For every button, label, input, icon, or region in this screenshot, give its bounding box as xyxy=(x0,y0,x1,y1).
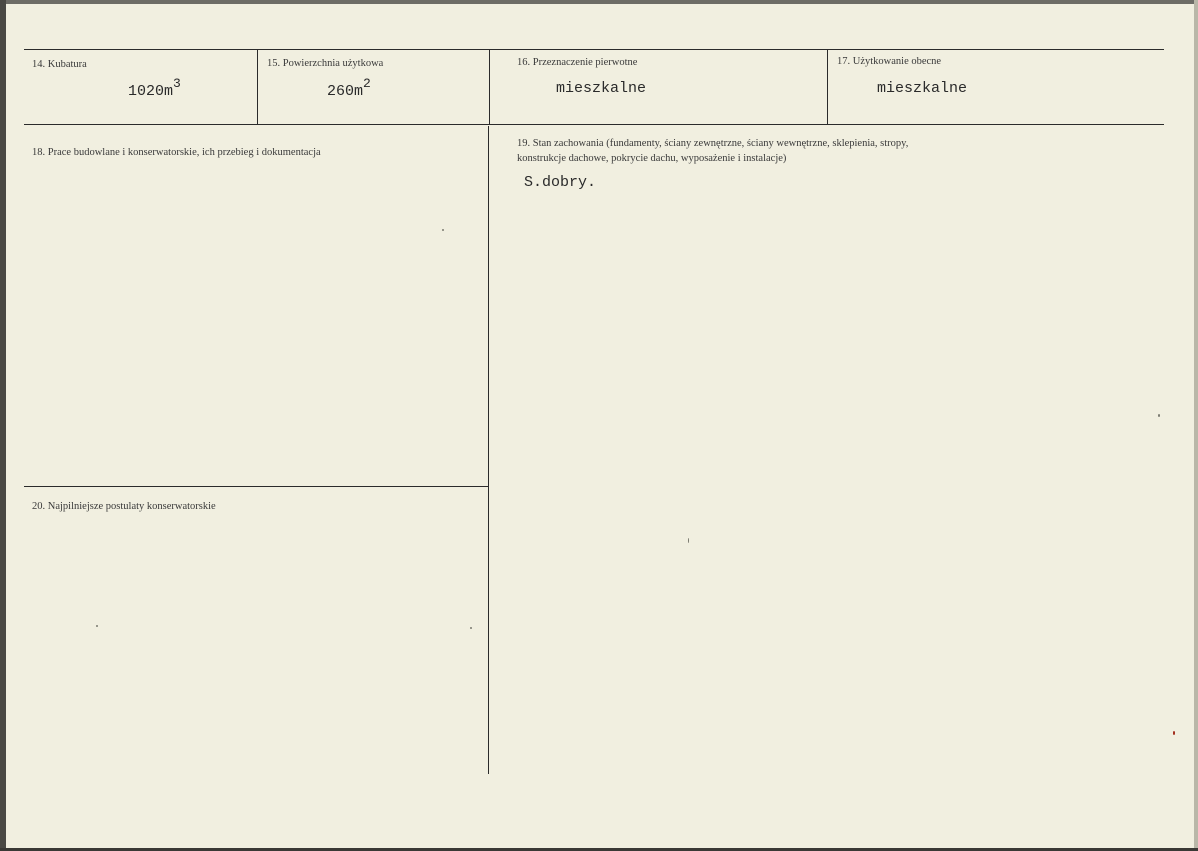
field-15-label: 15. Powierzchnia użytkowa xyxy=(267,58,384,69)
field-15-number: 260m xyxy=(327,83,364,100)
field-15-exponent: 2 xyxy=(363,76,371,91)
divider-15-16 xyxy=(489,49,490,124)
field-19-label-line1: 19. Stan zachowania (fundamenty, ściany zewnętrzne, ściany wewnętrzne, sklepienia, stropy, xyxy=(517,138,909,149)
field-16-label: 16. Przeznaczenie pierwotne xyxy=(517,57,638,68)
field-19-value: S.dobry. xyxy=(524,174,597,191)
field-17-label: 17. Użytkowanie obecne xyxy=(837,56,942,67)
field-16-value: mieszkalne xyxy=(556,80,647,97)
row1-bottom-rule xyxy=(24,124,1164,125)
paper-speck xyxy=(688,538,689,543)
paper-speck xyxy=(96,625,98,627)
divider-16-17 xyxy=(827,49,828,124)
paper-speck xyxy=(1158,414,1160,417)
field-15-value xyxy=(327,78,371,100)
field-14-label: 14. Kubatura xyxy=(32,59,87,70)
card-left-edge xyxy=(0,0,6,851)
field-17-value: mieszkalne xyxy=(877,80,968,97)
top-rule xyxy=(24,49,1164,50)
field-18-label: 18. Prace budowlane i konserwatorskie, ich przebieg i dokumentacja xyxy=(32,147,321,158)
card-top-edge xyxy=(0,0,1198,4)
field-14-exponent: 3 xyxy=(173,76,181,91)
field-20-label: 20. Najpilniejsze postulaty konserwatorskie xyxy=(32,501,216,512)
field-14-number: 1020m xyxy=(128,83,174,100)
field-14-value xyxy=(128,78,181,100)
paper-speck xyxy=(442,229,444,231)
card-right-edge xyxy=(1194,0,1198,851)
paper-speck xyxy=(1173,731,1175,735)
paper-speck xyxy=(470,627,472,629)
field-19-label-line2: konstrukcje dachowe, pokrycie dachu, wyposażenie i instalacje) xyxy=(517,153,787,164)
divider-14-15 xyxy=(257,49,258,124)
section-18-20-divider xyxy=(24,486,488,487)
main-column-divider xyxy=(488,126,489,774)
